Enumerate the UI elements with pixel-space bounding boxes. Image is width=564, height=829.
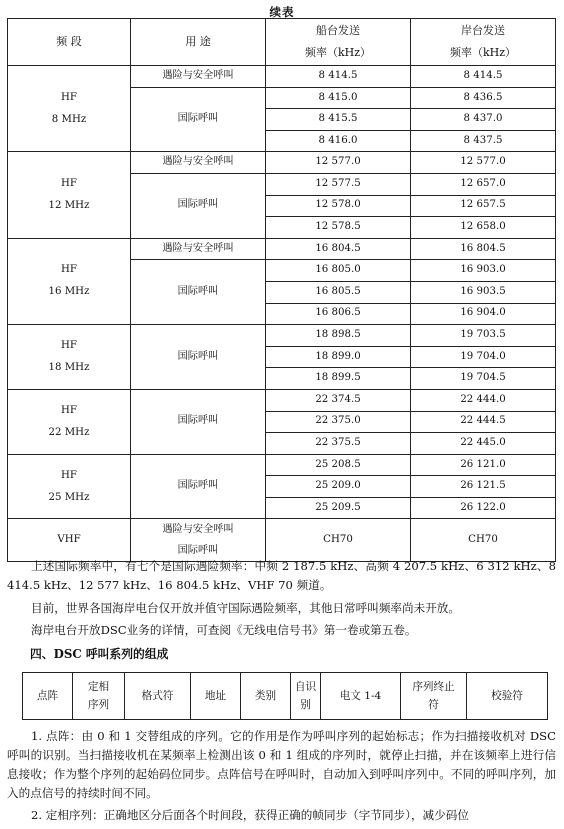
header-use: 用 途: [131, 19, 266, 66]
band-line: HF: [61, 340, 77, 352]
sequence-cell: [291, 673, 321, 720]
ship-frequency-cell: 18 899.0: [266, 346, 411, 368]
band-line: HF: [61, 469, 77, 481]
band-cell: [8, 152, 131, 238]
dsc-sequence-table: [22, 672, 548, 720]
coast-frequency-cell: 22 445.0: [411, 433, 556, 455]
sequence-cell: [191, 673, 241, 720]
ship-frequency-cell: 8 414.5: [266, 66, 411, 88]
band-line: 25 MHz: [48, 491, 90, 503]
band-cell: [8, 238, 131, 324]
ship-frequency-cell: 22 375.0: [266, 411, 411, 433]
header-ship-line1: 船台发送: [316, 24, 360, 37]
sequence-cell-line: 校验符: [491, 690, 523, 702]
paragraph-coast-stations: 目前，世界各国海岸电台仅开放并值守国际遇险频率，其他日常呼叫频率尚未开放。: [31, 601, 460, 615]
table-row: [8, 389, 556, 411]
band-line: HF: [61, 91, 77, 103]
ship-frequency-cell: 18 898.5: [266, 325, 411, 347]
sequence-cell-line: 电文 1-4: [339, 690, 382, 702]
sequence-cell: [321, 673, 401, 720]
ship-frequency-cell: 8 415.0: [266, 87, 411, 109]
sequence-cell-line: 符: [428, 699, 439, 711]
use-cell: [131, 519, 266, 562]
band-line: HF: [61, 264, 77, 276]
sequence-cell-line: 定相: [87, 681, 110, 693]
ship-frequency-cell: 16 804.5: [266, 238, 411, 260]
ship-frequency-cell: 12 578.5: [266, 217, 411, 239]
coast-frequency-cell: 19 704.5: [411, 368, 556, 390]
use-cell: 国际呼叫: [131, 260, 266, 325]
ship-frequency-cell: 12 577.5: [266, 173, 411, 195]
use-cell: 国际呼叫: [131, 325, 266, 390]
use-cell: 遇险与安全呼叫: [131, 238, 266, 260]
ship-frequency-cell: 16 806.5: [266, 303, 411, 325]
coast-frequency-cell: 8 414.5: [411, 66, 556, 88]
header-coast-line2: 频率（kHz）: [449, 46, 517, 59]
use-cell: 国际呼叫: [131, 454, 266, 519]
ship-frequency-cell: 16 805.0: [266, 260, 411, 282]
sequence-cell: [23, 673, 73, 720]
ship-frequency-cell: 8 416.0: [266, 130, 411, 152]
ship-frequency-cell: 25 209.0: [266, 476, 411, 498]
header-ship: [266, 19, 411, 66]
band-line: 8 MHz: [51, 113, 87, 125]
band-cell: [8, 389, 131, 454]
coast-frequency-cell: 16 804.5: [411, 238, 556, 260]
coast-frequency-cell: 12 657.0: [411, 173, 556, 195]
table-row: [8, 454, 556, 476]
ship-frequency-cell: 22 374.5: [266, 389, 411, 411]
coast-frequency-cell: 8 437.0: [411, 109, 556, 131]
sequence-cell: [401, 673, 467, 720]
coast-frequency-cell: 12 658.0: [411, 217, 556, 239]
paragraph-dot-pattern: 1. 点阵：由 0 和 1 交替组成的序列。它的作用是作为呼叫序列的起始标志；作为扫描接收机对 DSC 呼叫的识别。当扫描接收机在某频率上检测出该 0 和 1 组成的序列时，就停止扫描，并在该频率上进行信息接收；作为整个序列的起始码位同步。点阵信号在呼叫时，自动加入到呼叫序列中。不同的呼叫序列，加入的点信号的持续时间不同。: [7, 729, 556, 800]
sequence-cell-line: 格式符: [141, 690, 174, 702]
band-cell: [8, 325, 131, 390]
use-line: 遇险与安全呼叫: [162, 524, 234, 536]
coast-frequency-cell: 26 121.5: [411, 476, 556, 498]
band-line: 18 MHz: [48, 362, 90, 374]
ship-frequency-cell: 12 578.0: [266, 195, 411, 217]
table-caption: 续表: [269, 5, 295, 19]
coast-frequency-cell: 26 121.0: [411, 454, 556, 476]
coast-frequency-cell: 22 444.0: [411, 389, 556, 411]
sequence-cell-line: 地址: [204, 690, 227, 702]
paragraph-dsc-details: 海岸电台开放DSC业务的详情，可查阅《无线电信号书》第一卷或第五卷。: [31, 623, 417, 637]
coast-frequency-cell: 16 903.0: [411, 260, 556, 282]
use-cell: 国际呼叫: [131, 87, 266, 152]
paragraph-distress-frequencies: 上述国际频率中，有七个是国际遇险频率：中频 2 187.5 kHz、高频 4 207.5 kHz、6 312 kHz、8 414.5 kHz、12 577 kHz、16 804.5 kHz、VHF 70 频道。: [7, 559, 556, 592]
ship-frequency-cell: 25 208.5: [266, 454, 411, 476]
sequence-cell: [467, 673, 548, 720]
coast-frequency-cell: 16 903.5: [411, 281, 556, 303]
frequency-table: [7, 18, 556, 562]
table-row: [8, 238, 556, 260]
sequence-cell: [73, 673, 125, 720]
band-cell: [8, 66, 131, 152]
header-band: 频 段: [8, 19, 131, 66]
coast-frequency-cell: 12 657.5: [411, 195, 556, 217]
sequence-cell-line: 自识: [294, 681, 317, 693]
ship-frequency-cell: 18 899.5: [266, 368, 411, 390]
band-line: 12 MHz: [48, 200, 90, 212]
sequence-cell-line: 序列: [87, 699, 110, 711]
coast-frequency-cell: 26 122.0: [411, 497, 556, 519]
coast-frequency-cell: 16 904.0: [411, 303, 556, 325]
table-row: [8, 152, 556, 174]
band-line: HF: [61, 404, 77, 416]
table-header-row: [8, 19, 556, 66]
sequence-cell: [125, 673, 191, 720]
coast-frequency-cell: CH70: [411, 519, 556, 562]
coast-frequency-cell: 12 577.0: [411, 152, 556, 174]
coast-frequency-cell: 8 436.5: [411, 87, 556, 109]
sequence-cell-line: 点阵: [36, 690, 59, 702]
sequence-cell-line: 序列终止: [412, 681, 455, 693]
sequence-cell: [241, 673, 291, 720]
coast-frequency-cell: 22 444.5: [411, 411, 556, 433]
section-heading: 四、DSC 呼叫系列的组成: [30, 647, 169, 661]
use-cell: 遇险与安全呼叫: [131, 66, 266, 88]
band-cell: VHF: [8, 519, 131, 562]
band-line: 16 MHz: [48, 286, 90, 298]
coast-frequency-cell: 19 704.0: [411, 346, 556, 368]
ship-frequency-cell: 12 577.0: [266, 152, 411, 174]
header-coast: [411, 19, 556, 66]
use-cell: 遇险与安全呼叫: [131, 152, 266, 174]
coast-frequency-cell: 8 437.5: [411, 130, 556, 152]
band-cell: [8, 454, 131, 519]
ship-frequency-cell: CH70: [266, 519, 411, 562]
coast-frequency-cell: 19 703.5: [411, 325, 556, 347]
table-row: [8, 325, 556, 347]
header-coast-line1: 岸台发送: [461, 24, 505, 37]
sequence-cell-line: 类别: [254, 690, 277, 702]
header-ship-line2: 频率（kHz）: [304, 46, 372, 59]
table-row: [8, 66, 556, 88]
use-line: 国际呼叫: [177, 545, 219, 557]
ship-frequency-cell: 16 805.5: [266, 281, 411, 303]
band-line: HF: [61, 178, 77, 190]
ship-frequency-cell: 22 375.5: [266, 433, 411, 455]
ship-frequency-cell: 25 209.5: [266, 497, 411, 519]
use-cell: 国际呼叫: [131, 389, 266, 454]
use-cell: 国际呼叫: [131, 173, 266, 238]
ship-frequency-cell: 8 415.5: [266, 109, 411, 131]
table-row-vhf: [8, 519, 556, 562]
paragraph-phasing-sequence: 2. 定相序列：正确地区分后面各个时间段，获得正确的帧同步（字节同步），减少码位: [31, 808, 469, 822]
sequence-cell-line: 别: [300, 699, 311, 711]
band-line: 22 MHz: [48, 426, 90, 438]
frequency-table-body: [8, 66, 556, 562]
dsc-sequence-row: [23, 673, 548, 720]
